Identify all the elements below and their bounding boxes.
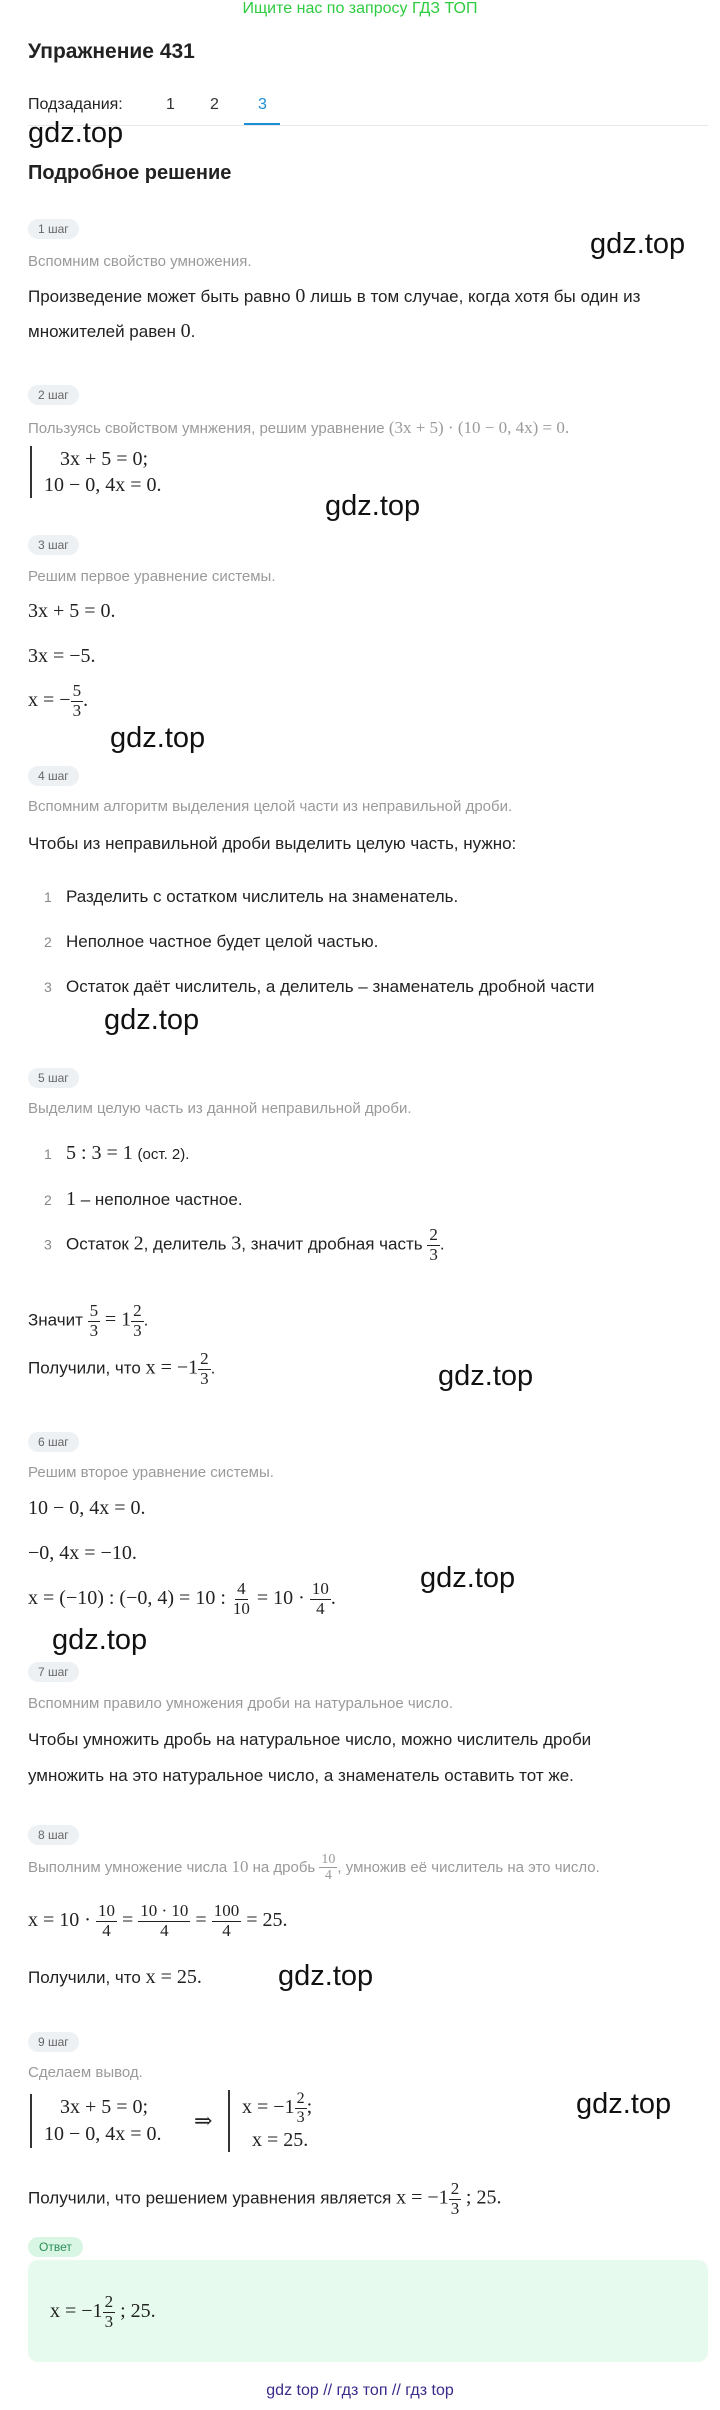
step-hint: Выполним умножение числа 10 на дробь $\frac{10}{4}$ , умножив её числитель на это число.: [28, 1852, 600, 1884]
subtask-tab-2[interactable]: 2: [210, 96, 219, 113]
watermark: gdz.top: [325, 490, 421, 522]
list-item: 1 Разделить с остатком числитель на знаменатель.: [44, 887, 459, 906]
watermark: gdz.top: [104, 1004, 200, 1036]
step-badge: 6 шаг: [28, 1432, 79, 1452]
footer-links[interactable]: gdz top // гдз топ // гдз top: [266, 2382, 454, 2399]
watermark: gdz.top: [576, 2088, 672, 2120]
equation-line: x = (−10) : (−0, 4) = 10 : $\frac{4}{10}$ = 10 · $\frac{10}{4}$ .: [28, 1579, 336, 1618]
list-item: 2 Неполное частное будет целой частью.: [44, 932, 379, 951]
step-hint: Выделим целую часть из данной неправильной дроби.: [28, 1100, 412, 1117]
implies-arrow: ⇒: [194, 2108, 213, 2133]
subtasks-label: Подзадания:: [28, 96, 123, 113]
step-text: Чтобы из неправильной дроби выделить целую часть, нужно:: [28, 834, 517, 853]
list-item: 1 5 : 3 = 1 (ост. 2).: [44, 1142, 190, 1164]
answer-value: x = −1 $\frac{2}{3}$ ; 25.: [50, 2292, 156, 2331]
step-badge: 2 шаг: [28, 385, 79, 405]
answer-badge: Ответ: [28, 2237, 83, 2257]
equation-line: −0, 4x = −10.: [28, 1542, 137, 1564]
equation-line: x = 10 · $\frac{10}{4}$ = $\frac{10 \cdot 10}{4}$ = $\frac{100}{4}$ = 25.: [28, 1901, 288, 1940]
step-text: Значит $\frac{5}{3}$ = 1 $\frac{2}{3}$ .: [28, 1301, 149, 1340]
step-hint: Вспомним алгоритм выделения целой части из неправильной дроби.: [28, 798, 513, 815]
step-badge: 1 шаг: [28, 219, 79, 239]
step-hint: Решим второе уравнение системы.: [28, 1464, 274, 1481]
subtask-tab-3[interactable]: 3: [258, 96, 267, 113]
step-badge: 4 шаг: [28, 766, 79, 786]
step-badge: 5 шаг: [28, 1068, 79, 1088]
list-item: 2 1 – неполное частное.: [44, 1188, 243, 1210]
step-hint: Вспомним правило умножения дроби на натуральное число.: [28, 1695, 453, 1712]
active-tab-indicator: [244, 123, 280, 125]
watermark: gdz.top: [52, 1624, 148, 1656]
step-hint: Сделаем вывод.: [28, 2064, 143, 2081]
equation-line: 10 − 0, 4x = 0.: [28, 1497, 146, 1519]
top-banner[interactable]: Ищите нас по запросу ГДЗ ТОП: [242, 0, 478, 17]
section-title: Подробное решение: [28, 162, 232, 184]
equation-system: 3x + 5 = 0; 10 − 0, 4x = 0.: [30, 446, 162, 498]
list-item: 3 Остаток 2, делитель 3, значит дробная часть $\frac{2}{3}$ .: [44, 1225, 445, 1264]
watermark: gdz.top: [28, 117, 124, 149]
conclusion-text: Получили, что решением уравнения является x = −1 $\frac{2}{3}$ ; 25.: [28, 2179, 502, 2218]
step-text: Чтобы умножить дробь на натуральное число, можно числитель дроби: [28, 1730, 592, 1749]
step-text: умножить на это натуральное число, а знаменатель оставить тот же.: [28, 1766, 574, 1785]
page-title: Упражнение 431: [28, 40, 195, 63]
step-hint: Вспомним свойство умножения.: [28, 253, 252, 270]
equation-line: 3x = −5.: [28, 645, 96, 667]
step-text: Получили, что x = 25.: [28, 1966, 202, 1988]
equation-line: 3x + 5 = 0.: [28, 600, 116, 622]
subtask-tab-1[interactable]: 1: [166, 96, 175, 113]
step-text: Получили, что x = −1 $\frac{2}{3}$ .: [28, 1349, 216, 1388]
watermark: gdz.top: [438, 1360, 534, 1392]
watermark: gdz.top: [420, 1562, 516, 1594]
step-hint: Решим первое уравнение системы.: [28, 568, 276, 585]
equation-line: x = − $\frac{5}{3}$ .: [28, 681, 89, 720]
watermark: gdz.top: [278, 1960, 374, 1992]
equation-system: 3x + 5 = 0; 10 − 0, 4x = 0.: [30, 2094, 162, 2148]
step-badge: 3 шаг: [28, 535, 79, 555]
tabs-divider: [28, 125, 708, 126]
list-item: 3 Остаток даёт числитель, а делитель – знаменатель дробной части: [44, 977, 595, 996]
watermark: gdz.top: [110, 722, 206, 754]
step-badge: 9 шаг: [28, 2032, 79, 2052]
step-text: Произведение может быть равно 0 лишь в том случае, когда хотя бы один из: [28, 285, 641, 307]
watermark: gdz.top: [590, 228, 686, 260]
step-hint: Пользуясь свойством умнжения, решим уравнение (3x + 5) · (10 − 0, 4x) = 0.: [28, 418, 570, 437]
result-system: x = −1 $\frac{2}{3}$ ; x = 25.: [228, 2090, 312, 2152]
step-badge: 8 шаг: [28, 1825, 79, 1845]
step-badge: 7 шаг: [28, 1662, 79, 1682]
step-text: множителей равен 0.: [28, 320, 196, 342]
